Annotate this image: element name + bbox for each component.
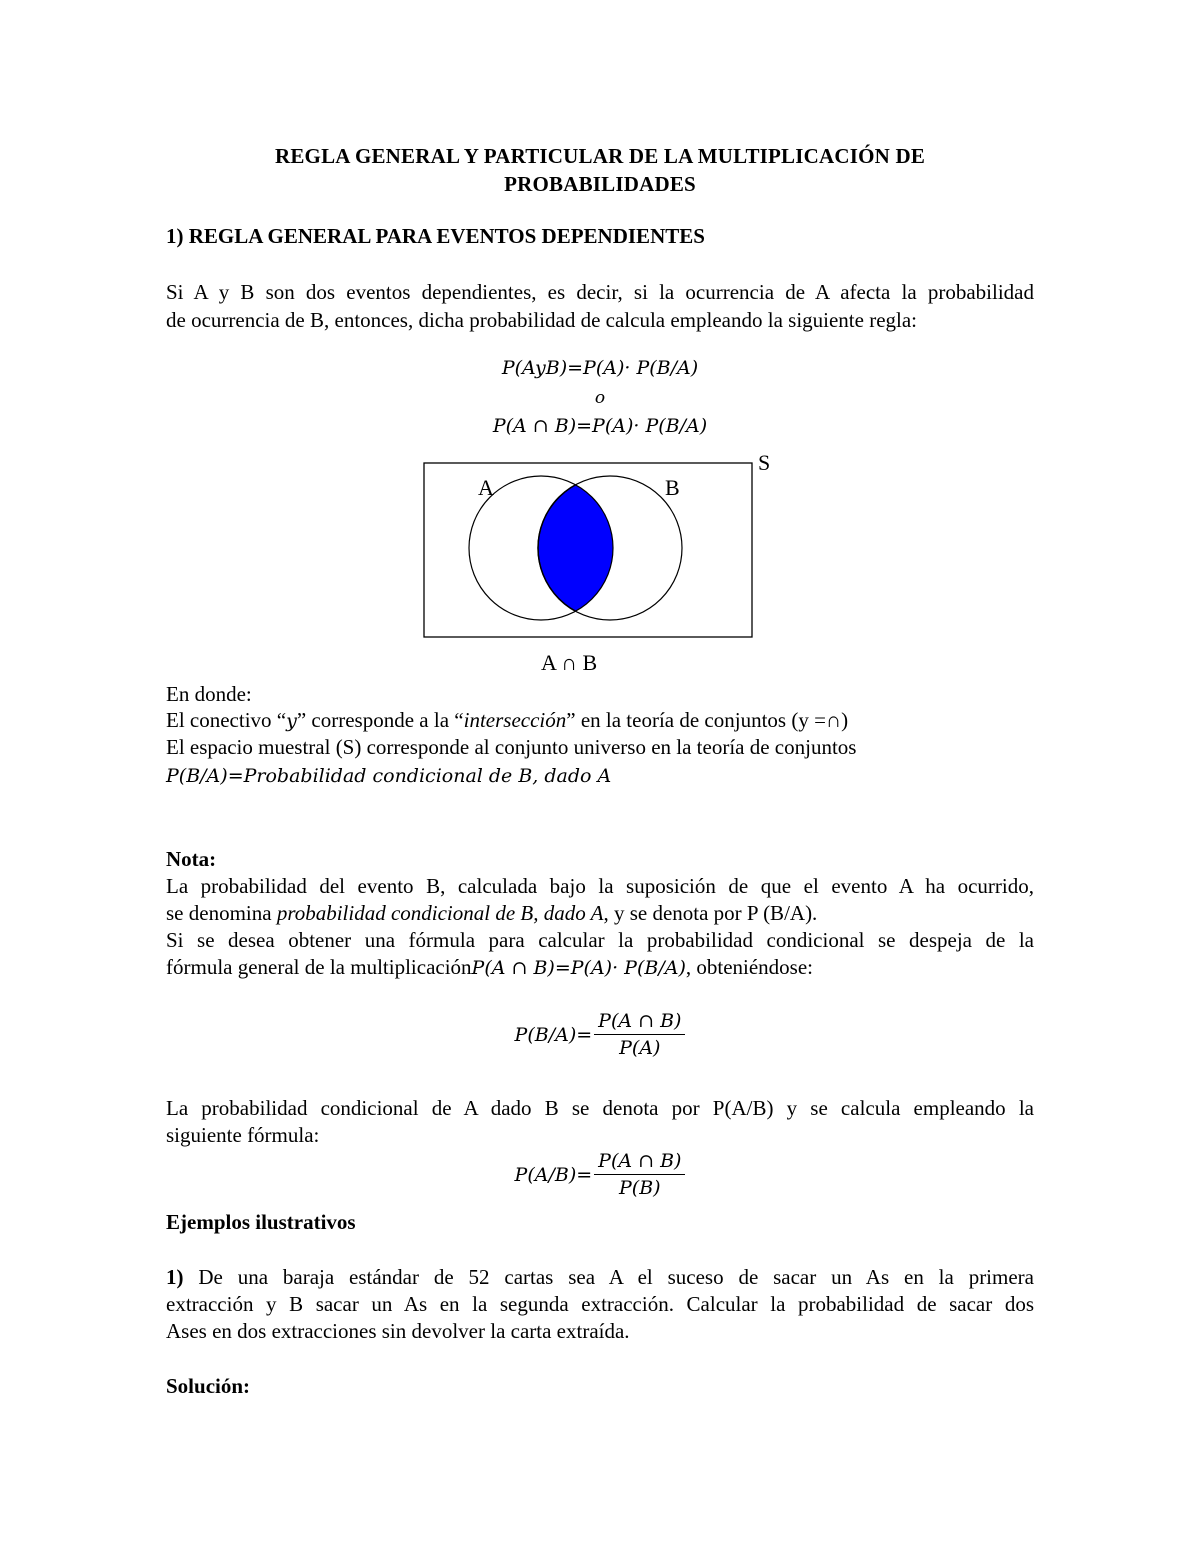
nota-line-4-pre: fórmula general de la multiplicación [166, 955, 472, 979]
label-b: B [665, 475, 680, 500]
nota-line-4-formula: P(A ∩ B)=P(A)· P(B/A) [471, 957, 686, 979]
formula-1: P(AyB)=P(A)· P(B/A) [501, 357, 699, 379]
nota-line-2-pre: se denomina [166, 901, 277, 925]
definition-3: P(B/A)=Probabilidad condicional de B, dado A [166, 765, 612, 787]
title-line-1: REGLA GENERAL Y PARTICULAR DE LA MULTIPLICACIÓN DE [274, 144, 926, 168]
nota-line-3: Si se desea obtener una fórmula para calcular la probabilidad condicional se despeja de la [166, 928, 1034, 952]
def1-post: ” en la teoría de conjuntos (y =∩) [566, 708, 849, 732]
formula-3-denominator: P(A) [619, 1037, 661, 1059]
intro-line-2: de ocurrencia de B, entonces, dicha probabilidad de calcula empleando la siguiente regla: [166, 308, 918, 332]
def1-intersection: intersección [463, 708, 567, 732]
formula-or: o [594, 388, 606, 408]
formula-4-lhs: P(A/B)= [514, 1163, 593, 1186]
formula-2: P(A ∩ B)=P(A)· P(B/A) [492, 415, 708, 437]
example-1-line-1 [166, 1263, 1034, 1291]
label-s: S [758, 450, 771, 475]
intro-line-1: Si A y B son dos eventos dependientes, es decir, si la ocurrencia de A afecta la probabilidad [166, 280, 1034, 304]
ejemplos-heading: Ejemplos ilustrativos [166, 1210, 356, 1234]
nota-line-4 [166, 953, 1034, 982]
example-1-number: 1) [166, 1265, 184, 1289]
nota-line-1: La probabilidad del evento B, calculada bajo la suposición de que el evento A ha ocurrido, [166, 874, 1034, 898]
formula-4-numerator: P(A ∩ B) [594, 1148, 685, 1175]
definition-2: El espacio muestral (S) corresponde al conjunto universo en la teoría de conjuntos [166, 735, 857, 759]
title-line-2: PROBABILIDADES [504, 172, 696, 196]
nota-line-2-post: , y se denota por P (B/A). [603, 901, 818, 925]
nota-line-2 [166, 899, 1034, 927]
solucion-heading: Solución: [166, 1374, 251, 1398]
definition-1 [166, 706, 1034, 735]
formula-3 [166, 1008, 1034, 1061]
cond-a-line-2: siguiente fórmula: [166, 1123, 320, 1147]
section-heading: 1) REGLA GENERAL PARA EVENTOS DEPENDIENTES [166, 224, 705, 248]
label-a: A [478, 475, 494, 500]
formula-3-lhs: P(B/A)= [514, 1023, 593, 1046]
cond-a-line-1: La probabilidad condicional de A dado B se denota por P(A/B) y se calcula empleando la [166, 1096, 1034, 1120]
def1-y: y [286, 710, 297, 732]
def1-mid: ” corresponde a la “ [296, 708, 464, 732]
formula-3-numerator: P(A ∩ B) [594, 1008, 685, 1035]
intersection-region [538, 476, 682, 620]
venn-diagram [420, 448, 790, 688]
def1-pre: El conectivo “ [166, 708, 287, 732]
en-donde: En donde: [166, 682, 252, 706]
example-1-line-2: extracción y B sacar un As en la segunda extracción. Calcular la probabilidad de sacar dos [166, 1292, 1034, 1316]
venn-caption: A ∩ B [541, 650, 598, 675]
nota-line-2-em: probabilidad condicional de B, dado A [276, 901, 604, 925]
example-1-line-3: Ases en dos extracciones sin devolver la carta extraída. [166, 1319, 630, 1343]
document-title [166, 142, 1034, 198]
formula-4 [166, 1148, 1034, 1201]
formula-4-denominator: P(B) [619, 1177, 661, 1199]
example-1-text-1: De una baraja estándar de 52 cartas sea A el suceso de sacar un As en la primera [198, 1265, 1034, 1289]
nota-line-4-post: , obteniéndose: [685, 955, 814, 979]
nota-heading: Nota: [166, 847, 217, 871]
